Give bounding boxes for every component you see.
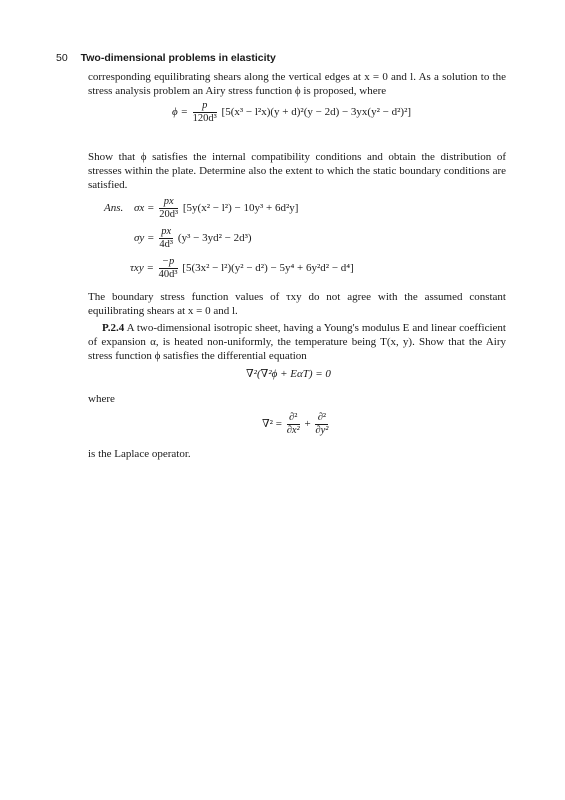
paragraph-show: Show that ϕ satisfies the internal compatibility conditions and obtain the distribution of stresses within the plate. Determine also the extent to which the static boundary conditions are satisfied. xyxy=(88,151,506,191)
eq-phi-fraction xyxy=(193,100,217,125)
where-label: where xyxy=(88,393,115,405)
tau-xy-num: −p xyxy=(159,256,178,269)
sigma-x-lhs: σx = xyxy=(134,202,155,215)
equation-sigma-y xyxy=(134,226,252,251)
sigma-x-rhs: [5y(x² − l²) − 10y³ + 6d²y] xyxy=(182,202,299,215)
page-number: 50 xyxy=(56,52,68,64)
paragraph-intro: corresponding equilibrating shears along the vertical edges at x = 0 and l. As a solution to the stress analysis problem an Airy stress function ϕ is proposed, where xyxy=(88,71,506,97)
closing-text: is the Laplace operator. xyxy=(88,448,191,460)
tau-xy-fraction xyxy=(159,256,178,281)
equation-differential: ∇²(∇²ϕ + EαT) = 0 xyxy=(246,368,331,380)
paragraph-boundary: The boundary stress function values of τxy do not agree with the assumed constant equilibrating shears at x = 0 and l. xyxy=(88,291,506,317)
lap-lhs: ∇² = xyxy=(262,418,282,431)
sigma-y-rhs: (y³ − 3yd² − 2d³) xyxy=(177,232,252,245)
tau-xy-rhs: [5(3x² − l²)(y² − d²) − 5y⁴ + 6y²d² − d⁴] xyxy=(182,262,354,275)
problem-text: A two-dimensional isotropic sheet, having a Young's modulus E and linear coefficient of expansion α, is heated non-uniformly, the temperature being T(x, y). Show that the Airy stress function ϕ satisfies the differential equation xyxy=(88,322,506,362)
sigma-y-fraction xyxy=(159,226,173,251)
eq-phi-num: p xyxy=(193,100,217,113)
lap-fraction-y xyxy=(315,412,328,437)
eq-phi-rhs: [5(x³ − l²x)(y + d)²(y − 2d) − 3yx(y² − d²)²] xyxy=(221,106,412,119)
chapter-title: Two-dimensional problems in elasticity xyxy=(80,52,276,64)
equation-tau-xy xyxy=(130,256,354,281)
running-header xyxy=(56,52,276,64)
equation-phi xyxy=(172,100,411,125)
problem-label: P.2.4 xyxy=(102,322,125,334)
sigma-x-num: px xyxy=(159,196,178,209)
sigma-x-fraction xyxy=(159,196,178,221)
eq-phi-lhs: ϕ = xyxy=(172,106,188,119)
lap-den-x: ∂x² xyxy=(286,425,300,436)
sigma-x-den: 20d³ xyxy=(159,209,179,220)
equation-sigma-x xyxy=(134,196,298,221)
equation-laplacian xyxy=(262,412,330,437)
lap-fraction-x xyxy=(287,412,300,437)
sigma-y-lhs: σy = xyxy=(134,232,155,245)
lap-plus: + xyxy=(304,418,311,431)
sigma-y-num: px xyxy=(161,226,172,237)
problem-p-2-4 xyxy=(88,321,506,363)
lap-num-x: ∂² xyxy=(287,412,300,425)
eq-phi-den: 120d³ xyxy=(192,113,217,124)
sigma-y-den: 4d³ xyxy=(159,239,174,250)
lap-den-y: ∂y² xyxy=(315,425,329,436)
lap-num-y: ∂² xyxy=(315,412,328,425)
tau-xy-lhs: τxy = xyxy=(130,262,154,275)
answer-label: Ans. xyxy=(104,202,124,214)
tau-xy-den: 40d³ xyxy=(158,269,178,280)
